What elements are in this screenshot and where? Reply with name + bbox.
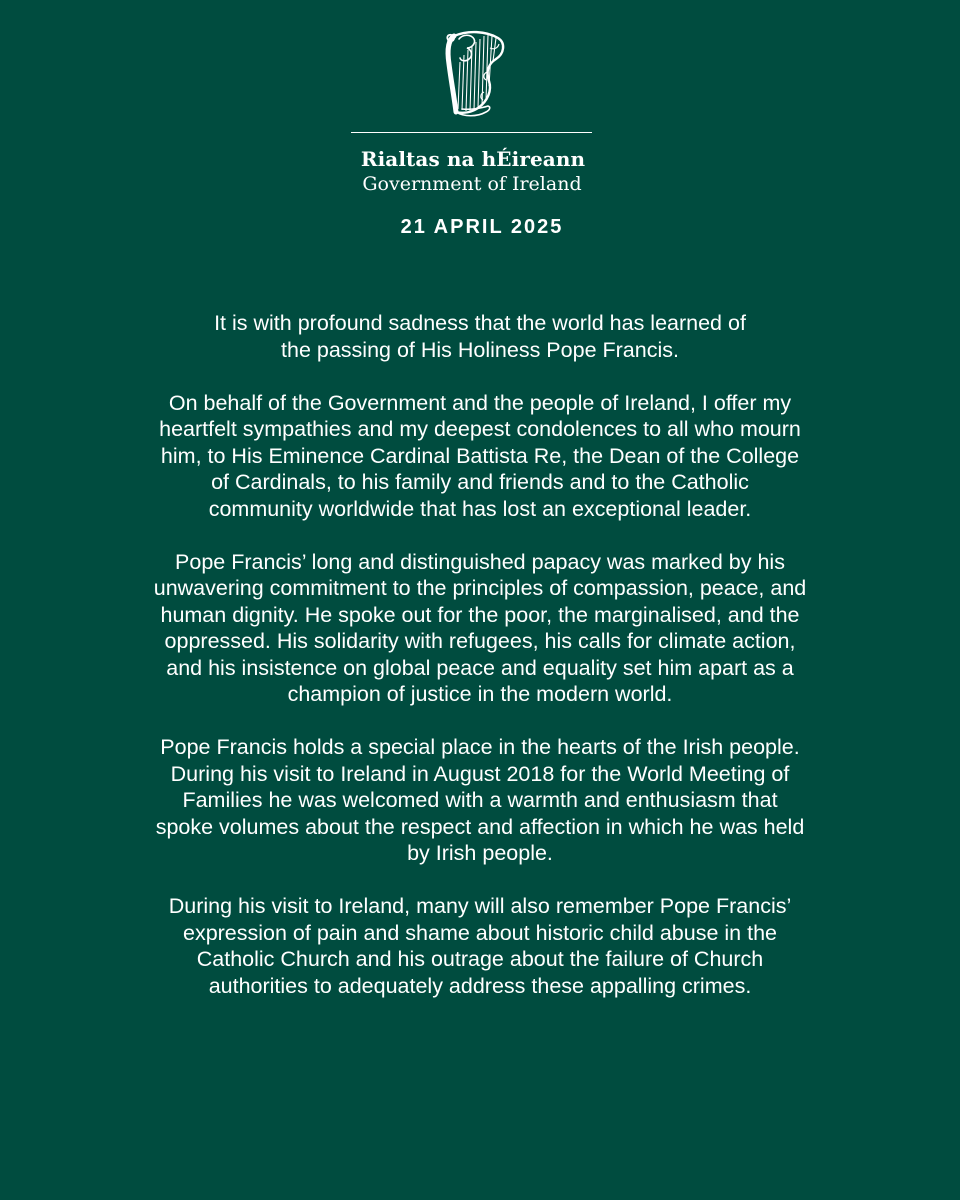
text-line: During his visit to Ireland, many will also remember Pope Francis’	[168, 894, 792, 918]
text-line: Families he was welcomed with a warmth and enthusiasm that	[182, 788, 778, 812]
text-line: expression of pain and shame about historic child abuse in the	[182, 920, 777, 945]
paragraph	[80, 734, 880, 867]
harp-icon	[438, 28, 514, 120]
paragraph	[80, 390, 880, 523]
header-divider	[351, 132, 592, 133]
paragraph	[80, 310, 880, 363]
text-line: human dignity. He spoke out for the poor, the marginalised, and the	[160, 602, 800, 627]
statement-date: 21 APRIL 2025	[400, 216, 564, 238]
text-line: Pope Francis holds a special place in the hearts of the Irish people.	[160, 735, 800, 759]
text-line: and his insistence on global peace and equality set him apart as a	[166, 655, 794, 680]
statement-body	[80, 310, 880, 1026]
text-line: him, to His Eminence Cardinal Battista Re, the Dean of the College	[160, 443, 800, 468]
text-line: unwavering commitment to the principles of compassion, peace, and	[153, 576, 807, 600]
text-line: authorities to adequately address these appalling crimes.	[208, 973, 752, 998]
text-line: heartfelt sympathies and my deepest condolences to all who mourn	[159, 417, 801, 441]
paragraph	[80, 893, 880, 999]
paragraph	[80, 549, 880, 708]
org-name-irish: Rialtas na hÉireann	[360, 147, 586, 171]
text-line: champion of justice in the modern world.	[287, 682, 673, 706]
text-line: On behalf of the Government and the people of Ireland, I offer my	[168, 390, 792, 415]
org-name-english: Government of Ireland	[362, 173, 582, 195]
text-line: oppressed. His solidarity with refugees, his calls for climate action,	[164, 629, 796, 653]
text-line: Pope Francis’ long and distinguished papacy was marked by his	[175, 549, 785, 574]
text-line: of Cardinals, to his family and friends and to the Catholic	[211, 470, 749, 494]
text-line: During his visit to Ireland in August 2018 for the World Meeting of	[170, 761, 790, 786]
text-line: Catholic Church and his outrage about the failure of Church	[196, 947, 764, 971]
text-line: community worldwide that has lost an exceptional leader.	[208, 496, 752, 521]
text-line: It is with profound sadness that the world has learned of	[214, 311, 746, 335]
text-line: the passing of His Holiness Pope Francis.	[281, 337, 679, 362]
text-line: spoke volumes about the respect and affection in which he was held	[155, 814, 805, 839]
text-line: by Irish people.	[407, 841, 553, 865]
